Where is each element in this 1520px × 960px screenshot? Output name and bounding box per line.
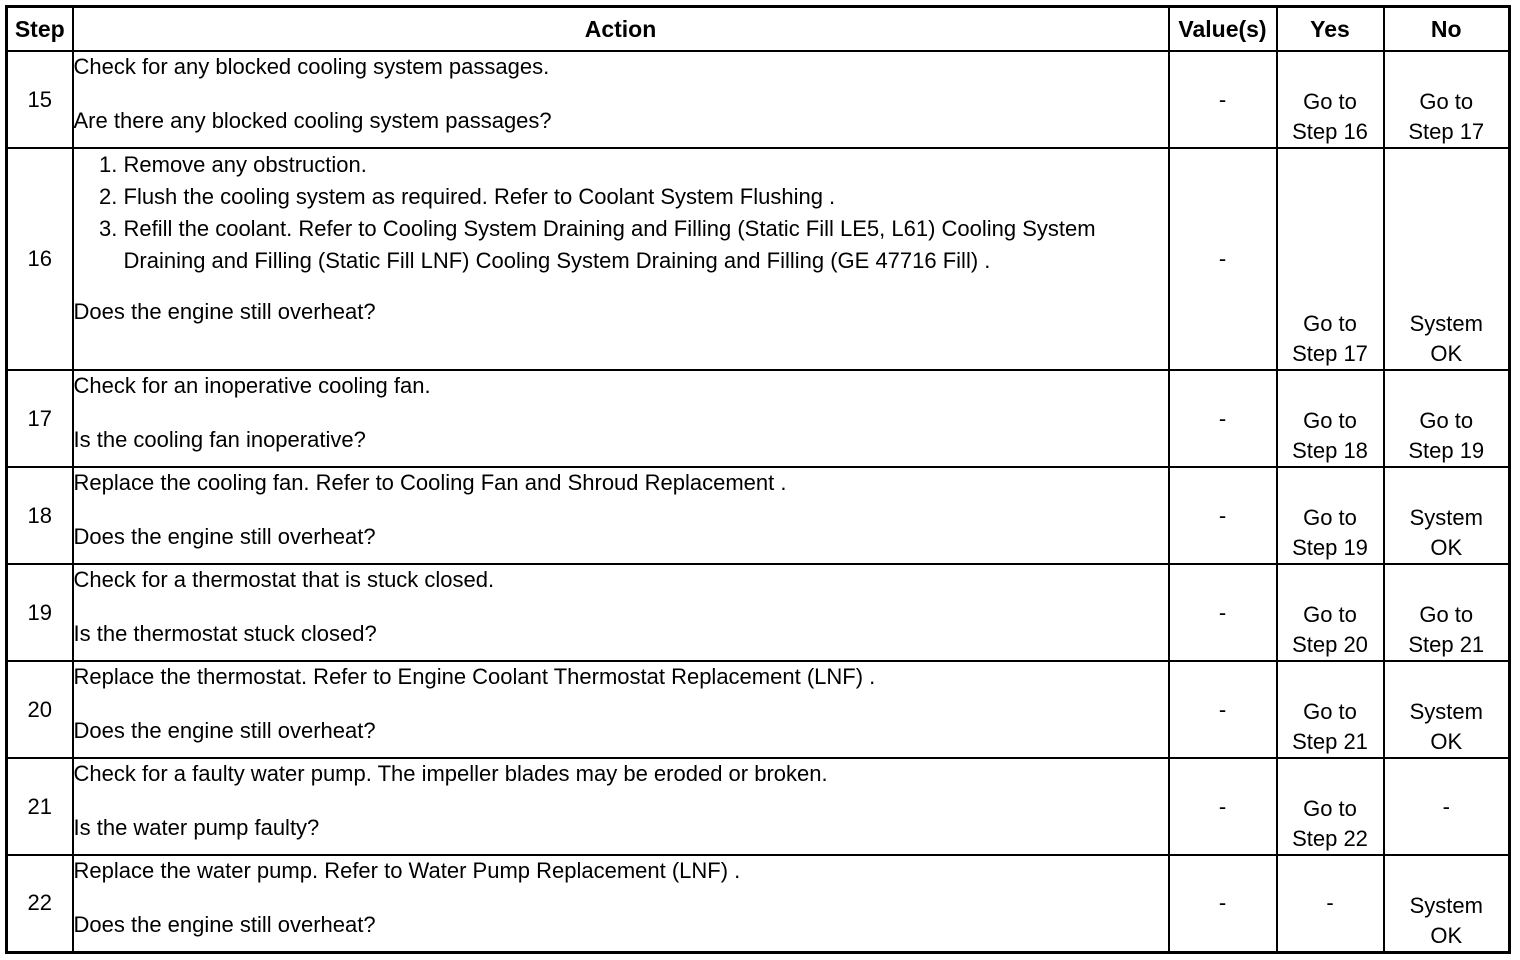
action-cell — [73, 564, 1169, 661]
question-text: Is the thermostat stuck closed? — [73, 621, 377, 646]
yes-line-2: Step 17 — [1292, 341, 1368, 366]
no-cell — [1384, 51, 1510, 148]
step-number: 15 — [7, 51, 73, 148]
yes-line-1: Go to — [1303, 89, 1357, 114]
action-text: Replace the cooling fan. Refer to Cooling Fan and Shroud Replacement . — [73, 470, 787, 495]
yes-line-2: Step 16 — [1292, 119, 1368, 144]
yes-line-1: Go to — [1303, 796, 1357, 821]
table-row — [7, 855, 1510, 952]
yes-line-2: Step 19 — [1292, 535, 1368, 560]
yes-cell — [1277, 51, 1384, 148]
action-cell — [73, 148, 1169, 370]
value-cell: - — [1169, 855, 1277, 952]
action-cell — [73, 370, 1169, 467]
no-cell — [1384, 467, 1510, 564]
yes-line-1: Go to — [1303, 311, 1357, 336]
yes-cell — [1277, 148, 1384, 370]
yes-line-2: Step 20 — [1292, 632, 1368, 657]
yes-cell — [1277, 370, 1384, 467]
table-row — [7, 758, 1510, 855]
yes-line-1: Go to — [1303, 408, 1357, 433]
table-row — [7, 148, 1510, 370]
yes-line-1: Go to — [1303, 505, 1357, 530]
yes-cell — [1277, 661, 1384, 758]
action-text: Replace the water pump. Refer to Water Pump Replacement (LNF) . — [73, 858, 741, 883]
question-text: Does the engine still overheat? — [73, 912, 376, 937]
action-cell — [73, 661, 1169, 758]
table-row — [7, 661, 1510, 758]
no-line-2: Step 19 — [1408, 438, 1485, 463]
no-cell — [1384, 855, 1510, 952]
step-number: 22 — [7, 855, 73, 952]
step-number: 16 — [7, 148, 73, 370]
header-yes: Yes — [1277, 7, 1384, 52]
yes-cell — [1277, 564, 1384, 661]
no-cell — [1384, 370, 1510, 467]
question-text: Does the engine still overheat? — [73, 524, 376, 549]
step-number: 18 — [7, 467, 73, 564]
step-number: 21 — [7, 758, 73, 855]
step-number: 17 — [7, 370, 73, 467]
table-row — [7, 370, 1510, 467]
question-text: Is the cooling fan inoperative? — [73, 427, 366, 452]
action-list-item: 2. Flush the cooling system as required. Refer to Coolant System Flushing . — [124, 181, 1168, 213]
yes-line-2: Step 21 — [1292, 729, 1368, 754]
no-cell — [1384, 148, 1510, 370]
no-cell — [1384, 661, 1510, 758]
action-cell — [73, 51, 1169, 148]
step-number: 19 — [7, 564, 73, 661]
no-line-2: Step 21 — [1408, 632, 1485, 657]
header-values: Value(s) — [1169, 7, 1277, 52]
header-action: Action — [73, 7, 1169, 52]
yes-line-2: Step 18 — [1292, 438, 1368, 463]
value-cell: - — [1169, 758, 1277, 855]
value-cell: - — [1169, 661, 1277, 758]
question-text: Does the engine still overheat? — [73, 718, 376, 743]
value-cell: - — [1169, 51, 1277, 148]
no-line-2: Step 17 — [1408, 119, 1485, 144]
action-list — [74, 149, 1168, 277]
header-step: Step — [7, 7, 73, 52]
no-line-2: OK — [1430, 341, 1463, 366]
table-row — [7, 564, 1510, 661]
no-line-1: System — [1409, 699, 1483, 724]
no-cell — [1384, 758, 1510, 855]
action-cell — [73, 758, 1169, 855]
action-text: Check for an inoperative cooling fan. — [73, 373, 431, 398]
no-line-1: System — [1409, 311, 1483, 336]
no-line-1: Go to — [1419, 602, 1474, 627]
action-cell — [73, 855, 1169, 952]
no-line-2: OK — [1430, 922, 1463, 948]
no-line-1: System — [1409, 505, 1483, 530]
value-cell: - — [1169, 370, 1277, 467]
table-row — [7, 51, 1510, 148]
yes-line-1: - — [1326, 890, 1334, 916]
header-no: No — [1384, 7, 1510, 52]
value-cell: - — [1169, 467, 1277, 564]
action-list-item: 3. Refill the coolant. Refer to Cooling System Draining and Filling (Static Fill LE5, L61) Cooling System Draining and Filling (Static Fill LNF) Cooling System Draining and Filling (GE 47716 Fill) . — [124, 213, 1168, 277]
yes-line-2: Step 22 — [1292, 826, 1368, 851]
action-text: Check for a faulty water pump. The impeller blades may be eroded or broken. — [73, 761, 828, 786]
yes-cell — [1277, 467, 1384, 564]
question-text: Does the engine still overheat? — [73, 299, 376, 324]
action-text: Replace the thermostat. Refer to Engine Coolant Thermostat Replacement (LNF) . — [73, 664, 876, 689]
no-line-1: System — [1409, 892, 1483, 918]
yes-line-1: Go to — [1303, 699, 1357, 724]
yes-cell — [1277, 855, 1384, 952]
no-line-1: Go to — [1419, 89, 1474, 114]
no-line-1: - — [1442, 793, 1450, 819]
no-line-2: OK — [1430, 729, 1463, 754]
header-row — [7, 7, 1510, 52]
action-cell — [73, 467, 1169, 564]
yes-cell — [1277, 758, 1384, 855]
diagnostic-table — [5, 5, 1511, 954]
value-cell: - — [1169, 564, 1277, 661]
action-text: Check for a thermostat that is stuck closed. — [73, 567, 495, 592]
step-number: 20 — [7, 661, 73, 758]
yes-line-1: Go to — [1303, 602, 1357, 627]
action-list-item: 1. Remove any obstruction. — [124, 149, 1168, 181]
no-cell — [1384, 564, 1510, 661]
table-row — [7, 467, 1510, 564]
question-text: Are there any blocked cooling system passages? — [73, 108, 552, 133]
no-line-1: Go to — [1419, 408, 1474, 433]
action-text: Check for any blocked cooling system passages. — [73, 54, 550, 79]
value-cell: - — [1169, 148, 1277, 370]
question-text: Is the water pump faulty? — [73, 815, 320, 840]
no-line-2: OK — [1430, 535, 1463, 560]
